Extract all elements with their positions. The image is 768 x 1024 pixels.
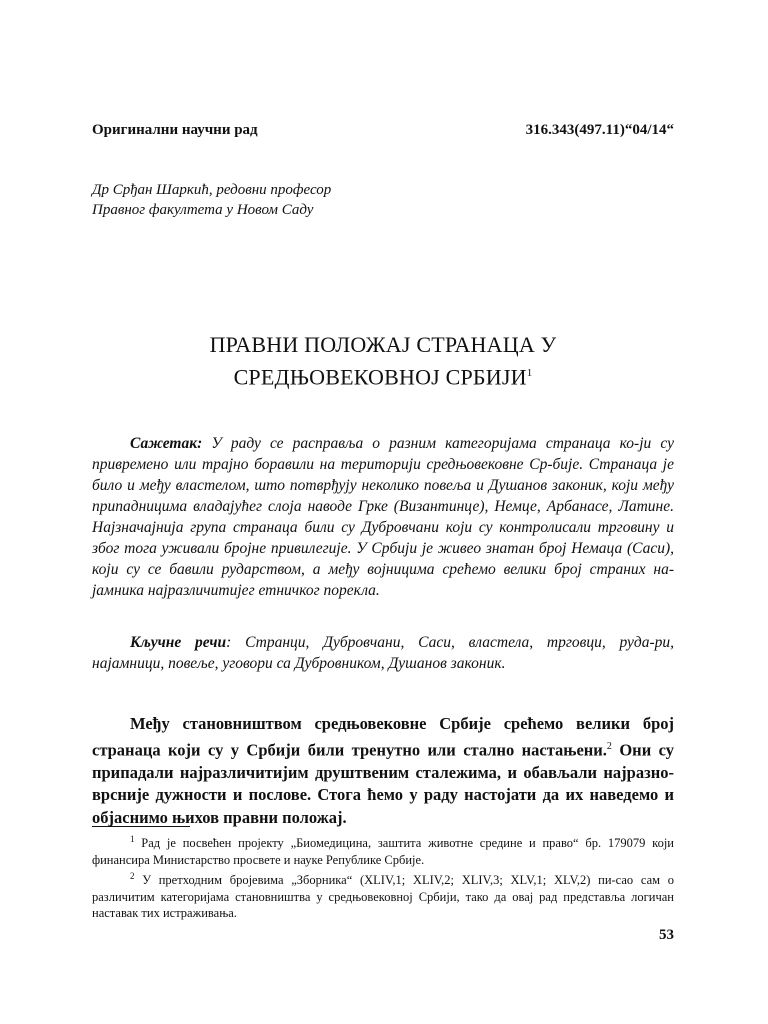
article-type: Оригинални научни рад <box>92 122 258 138</box>
footnote-1-text: Рад је посвећен пројекту „Биомедицина, заштита животне средине и право“ бр. 179079 који финансира Министарство просвете и науке Републике Србије. <box>92 836 674 867</box>
title-line-1: ПРАВНИ ПОЛОЖАЈ СТРАНАЦА У <box>209 332 557 357</box>
author-block <box>92 180 331 220</box>
abstract-label: Сажетак: <box>130 435 203 452</box>
abstract-text: У раду се расправља о разним категоријама странаца ко-ји су привремено или трајно боравили на територији средњовековне Ср-бије. Странаца је било и међу властелом, што потврђују неколико повеља и Душанов законик, који међу припадницима владајућег слоја наводе Грке (Византинце), Немце, Арбанасе, Латине. Најзначајнија група странаца били су Дубровчани који су контролисали трговину и због тога уживали бројне привилегије. У Србији је живео знатан број Немаца (Саси), који су се бавили рударством, а међу војницима срећемо велики број страних на-јамника најразличитијег етничког порекла. <box>92 435 674 599</box>
author-name: Др Срђан Шаркић, редовни професор <box>92 182 332 198</box>
abstract <box>92 433 674 601</box>
title-line-2 <box>92 359 674 391</box>
udc-classification: 316.343(497.11)“04/14“ <box>525 122 674 138</box>
footnote-2 <box>92 868 674 922</box>
article-title <box>92 331 674 391</box>
footnotes <box>92 831 674 922</box>
author-affiliation: Правног факултета у Новом Саду <box>92 202 314 218</box>
keywords <box>92 632 674 674</box>
body-text-part-2: Они су припадали најразличитијим друштвеним сталежима, и обављали најразно-врсније дужности и послове. Стога ћемо у раду настојати да их наведемо и објаснимо њихов правни положај. <box>92 740 674 827</box>
body-paragraph <box>92 713 674 829</box>
footnote-1 <box>92 831 674 868</box>
footnote-divider <box>92 826 190 827</box>
article-header <box>92 121 674 139</box>
keywords-label: Кључне речи <box>130 634 227 651</box>
keywords-text: : Странци, Дубровчани, Саси, властела, трговци, руда-ри, најамници, повеље, уговори са Дубровником, Душанов законик. <box>92 634 674 672</box>
footnote-2-text: У претходним бројевима „Зборника“ (XLIV,1; XLIV,2; XLIV,3; XLV,1; XLV,2) пи-сао сам о различитим категоријама становништва у средњовековној Србији, тако да овај рад представља логичан наставак тих истраживања. <box>92 873 674 921</box>
body-text-part-1: Међу становништвом средњовековне Србије срећемо велики број странаца који су у Србији били тренутно или стално настањени. <box>92 714 674 759</box>
footnote-2-mark: 2 <box>130 871 135 882</box>
body-footnote-mark[interactable]: 2 <box>606 740 612 752</box>
page-number: 53 <box>659 927 674 943</box>
footnote-1-mark: 1 <box>130 834 135 844</box>
title-footnote-mark[interactable]: 1 <box>526 367 533 379</box>
title-line-2-text: СРЕДЊОВЕКОВНОЈ СРБИЈИ <box>233 364 527 390</box>
